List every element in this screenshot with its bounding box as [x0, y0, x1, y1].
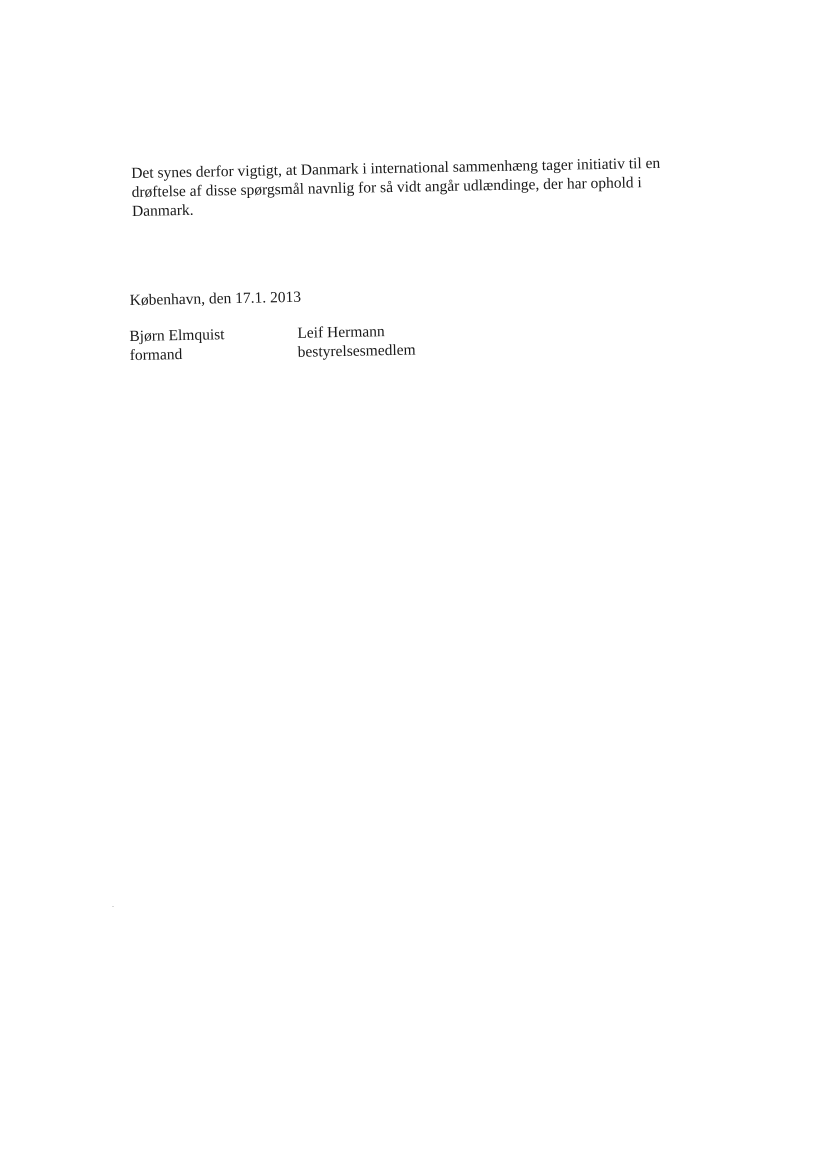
place-and-date: København, den 17.1. 2013 [129, 288, 302, 310]
paragraph-line: drøftelse af disse spørgsmål navnlig for så vidt angår udlændinge, der har ophold i [131, 174, 642, 201]
scan-speck [112, 906, 114, 907]
signatory-block [129, 325, 225, 365]
signatory-block [297, 322, 416, 362]
signatory-role: bestyrelsesmedlem [297, 341, 416, 361]
signatory-name: Leif Hermann [297, 323, 385, 342]
signatory-role: formand [129, 346, 183, 365]
signatory-name: Bjørn Elmquist [129, 326, 225, 346]
body-paragraph [131, 154, 661, 221]
paragraph-line: Det synes derfor vigtigt, at Danmark i international sammenhæng tager initiativ til en [131, 154, 661, 182]
paragraph-line: Danmark. [131, 201, 194, 220]
